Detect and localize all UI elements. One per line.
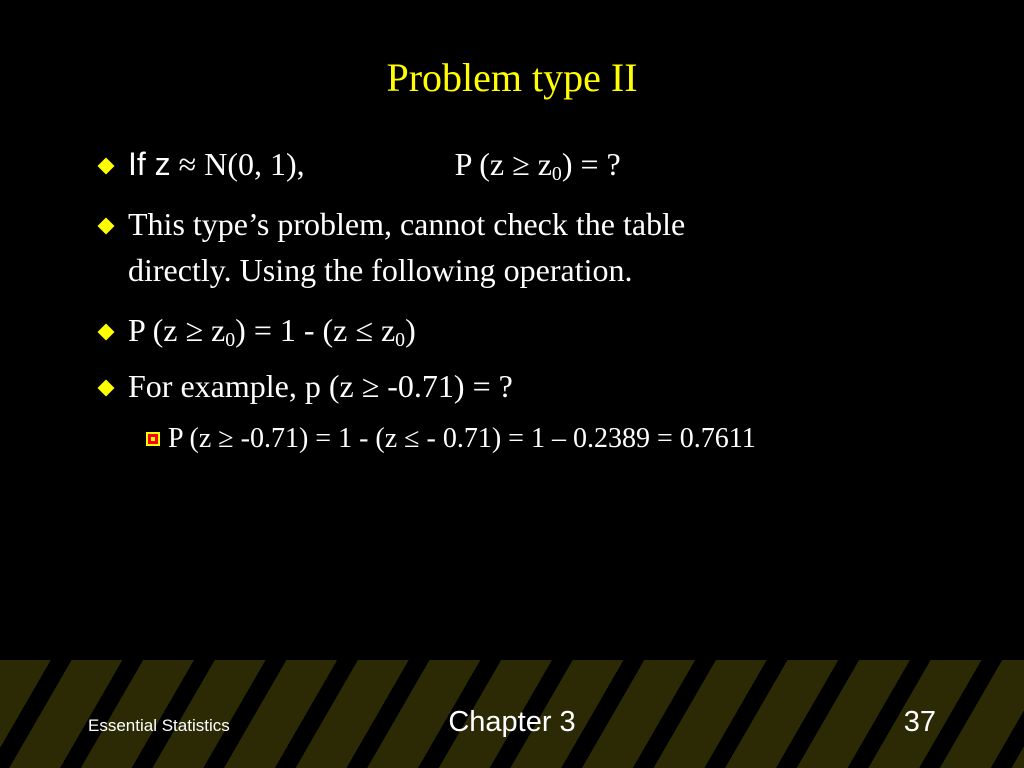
diamond-bullet-icon [98, 324, 115, 341]
footer-chapter: Chapter 3 [448, 706, 576, 738]
sub-bullet-1-text: P (z ≥ -0.71) = 1 - (z ≤ - 0.71) = 1 – 0.2389 = 0.7611 [168, 423, 756, 454]
square-bullet-icon [146, 432, 160, 446]
bullet-1-rhs-subscript: 0 [551, 162, 562, 185]
sub-bullet-1 [146, 419, 966, 459]
bullet-1 [96, 141, 976, 187]
bullet-3-prefix: P (z ≥ z [128, 312, 226, 348]
bullet-3-subscript-2: 0 [395, 328, 406, 351]
bullet-4 [96, 363, 976, 409]
bullet-3-suffix: ) [405, 312, 416, 348]
bullet-1-lead-serif: ≈ N(0, 1), [170, 146, 305, 182]
bullet-4-text: For example, p (z ≥ -0.71) = ? [128, 368, 513, 404]
bullet-3-subscript-1: 0 [225, 328, 236, 351]
bullet-3-middle: ) = 1 - (z ≤ z [235, 312, 396, 348]
bullet-2 [96, 201, 976, 293]
bullet-1-text [128, 141, 621, 187]
bullet-2-text [128, 201, 685, 293]
bullet-1-rhs-suffix: ) = ? [561, 146, 621, 182]
bullet-2-line-2: directly. Using the following operation. [128, 252, 633, 288]
bullet-3 [96, 307, 976, 353]
footer-course-name: Essential Statistics [88, 716, 230, 735]
footer-page-number: 37 [903, 706, 936, 738]
bullet-1-rhs-prefix: P (z ≥ z [454, 146, 552, 182]
diamond-bullet-icon [98, 380, 115, 397]
diamond-bullet-icon [98, 158, 115, 175]
bullet-1-lead-sans: If z [128, 146, 171, 182]
diamond-bullet-icon [98, 218, 115, 235]
slide-title: Problem type II [386, 55, 638, 100]
bullet-2-line-1: This type’s problem, cannot check the table [128, 206, 686, 242]
bullet-3-text [128, 307, 416, 353]
